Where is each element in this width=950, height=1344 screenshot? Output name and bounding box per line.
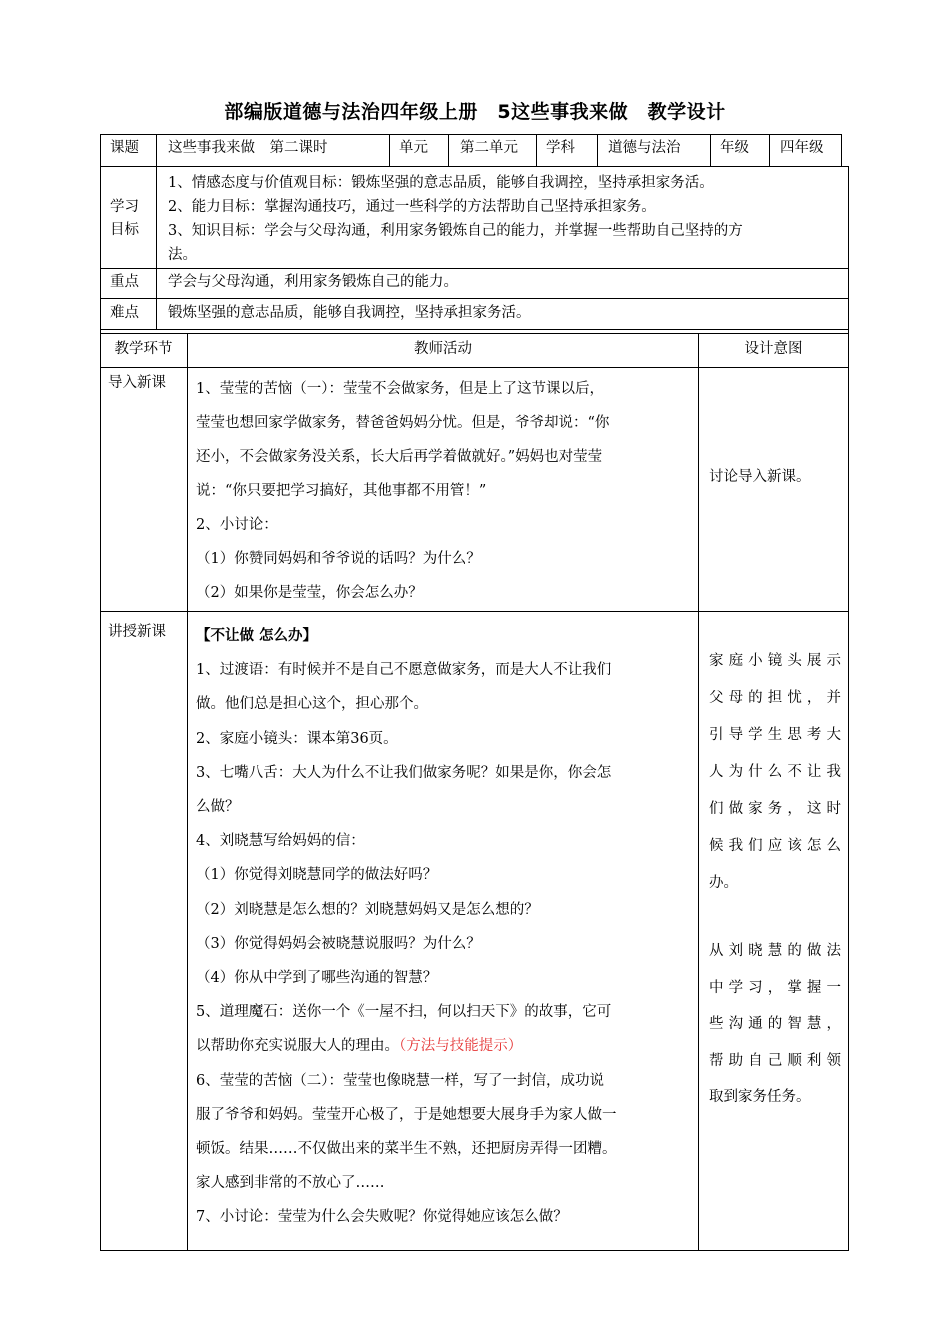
objectives-label	[110, 196, 139, 242]
border	[100, 268, 849, 269]
intro-intent: 讨论导入新课。	[709, 469, 811, 485]
intent-line: 取到家务任务。	[709, 1089, 811, 1105]
intent-line: 些沟通的智慧，	[709, 1016, 841, 1032]
lesson-heading: 【不让做 怎么办】	[196, 627, 318, 644]
activity-line: 顿饭。结果……不仅做出来的菜半生不熟，还把厨房弄得一团糟。	[196, 1141, 617, 1158]
border	[100, 367, 849, 368]
activity-line: （1）你觉得刘晓慧同学的做法好吗？	[196, 867, 438, 884]
intent-line: 引导学生思考大	[709, 727, 841, 743]
border	[769, 134, 770, 167]
activity-line	[196, 1029, 617, 1063]
column-header-intent: 设计意图	[744, 341, 803, 357]
intent-line: 从刘晓慧的做法	[709, 943, 841, 959]
lesson-activities	[196, 619, 617, 1235]
objective-line: 2、能力目标：掌握沟通技巧，通过一些科学的方法帮助自己坚持承担家务。	[168, 199, 656, 215]
lesson-intent-b	[709, 933, 841, 1116]
border	[597, 134, 598, 167]
intro-activities	[196, 372, 609, 610]
activity-line: （3）你觉得妈妈会被晓慧说服吗？为什么？	[196, 935, 481, 952]
border	[389, 134, 390, 167]
intent-line: 人为什么不让我	[709, 764, 841, 780]
activity-line: 做。他们总是担心这个，担心那个。	[196, 696, 428, 713]
method-hint: （方法与技能提示）	[399, 1038, 523, 1055]
border	[100, 166, 849, 167]
border	[698, 333, 699, 1251]
difficulty-value: 锻炼坚强的意志品质，能够自我调控，坚持承担家务活。	[168, 305, 531, 321]
objective-line: 法。	[168, 247, 197, 263]
intent-line: 父母的担忧，并	[709, 690, 841, 706]
activity-line: 1、莹莹的苦恼（一）：莹莹不会做家务，但是上了这节课以后，	[196, 381, 604, 397]
unit-label: 单元	[399, 140, 428, 156]
border	[156, 134, 157, 167]
activity-line: （2）如果你是莹莹，你会怎么办？	[196, 585, 423, 601]
border	[100, 1250, 849, 1251]
intent-line: 家庭小镜头展示	[709, 653, 841, 669]
activity-text: 以帮助你充实说服大人的理由。	[196, 1038, 399, 1055]
intent-line: 们做家务，这时	[709, 801, 841, 817]
activity-line: 莹莹也想回家学做家务，替爸爸妈妈分忧。但是，爷爷却说：“你	[196, 415, 610, 431]
border	[100, 298, 849, 299]
border	[100, 134, 101, 1251]
border	[100, 333, 849, 334]
border	[100, 134, 842, 135]
activity-line: （2）刘晓慧是怎么想的？刘晓慧妈妈又是怎么想的？	[196, 901, 539, 918]
intent-line: 候我们应该怎么	[709, 838, 841, 854]
border	[156, 166, 157, 330]
activity-line: 么做？	[196, 799, 240, 816]
key-point-label: 重点	[110, 274, 139, 290]
activity-line: 6、莹莹的苦恼（二）：莹莹也像晓慧一样，写了一封信，成功说	[196, 1072, 604, 1089]
activity-line: 家人感到非常的不放心了……	[196, 1175, 385, 1192]
border	[187, 333, 188, 1251]
border	[841, 134, 842, 167]
activity-line: 还小，不会做家务没关系，长大后再学着做就好。”妈妈也对莹莹	[196, 449, 603, 465]
activity-line: 说：“你只要把学习搞好，其他事都不用管！”	[196, 483, 487, 499]
column-header-stage: 教学环节	[114, 341, 173, 357]
grade-value: 四年级	[780, 140, 824, 156]
activity-line: （1）你赞同妈妈和爷爷说的话吗？为什么？	[196, 551, 481, 567]
activity-line: 5、道理魔石：送你一个《一屋不扫，何以扫天下》的故事，它可	[196, 1004, 612, 1021]
grade-label: 年级	[720, 140, 749, 156]
intent-line: 中学习，掌握一	[709, 979, 841, 996]
border	[710, 134, 711, 167]
subject-value: 道德与法治	[608, 140, 681, 156]
activity-line: 服了爷爷和妈妈。莹莹开心极了，于是她想要大展身手为家人做一	[196, 1106, 617, 1123]
border	[536, 134, 537, 167]
activity-line: 1、过渡语：有时候并不是自己不愿意做家务，而是大人不让我们	[196, 662, 612, 679]
activity-line: 7、小讨论：莹莹为什么会失败呢？你觉得她应该怎么做？	[196, 1209, 568, 1226]
activity-line: （4）你从中学到了哪些沟通的智慧？	[196, 970, 438, 987]
lesson-stage: 讲授新课	[108, 624, 166, 640]
intro-stage: 导入新课	[108, 375, 166, 391]
intent-line: 办。	[709, 875, 738, 891]
lesson-intent-a	[709, 643, 841, 902]
objectives-text	[168, 171, 743, 267]
intent-line: 帮助自己顺利领	[709, 1052, 841, 1069]
column-header-teacher: 教师活动	[414, 341, 472, 357]
document-title: 部编版道德与法治四年级上册 5这些事我来做 教学设计	[224, 101, 726, 123]
border	[848, 166, 849, 1251]
unit-value: 第二单元	[460, 140, 518, 156]
activity-line: 2、小讨论：	[196, 517, 278, 533]
key-point-value: 学会与父母沟通，利用家务锻炼自己的能力。	[168, 274, 458, 290]
objectives-label-line: 学习	[110, 199, 139, 215]
objectives-label-line: 目标	[110, 222, 139, 238]
activity-line: 4、刘晓慧写给妈妈的信：	[196, 833, 365, 850]
objective-line: 1、情感态度与价值观目标：锻炼坚强的意志品质，能够自我调控，坚持承担家务活。	[168, 175, 714, 191]
difficulty-label: 难点	[110, 305, 139, 321]
activity-line: 3、七嘴八舌：大人为什么不让我们做家务呢？如果是你，你会怎	[196, 764, 612, 781]
topic-label: 课题	[110, 140, 139, 156]
border	[448, 134, 449, 167]
topic-value: 这些事我来做 第二课时	[168, 140, 328, 156]
border	[100, 611, 849, 612]
subject-label: 学科	[546, 140, 575, 156]
activity-line: 2、家庭小镜头：课本第36页。	[196, 730, 398, 747]
objective-line: 3、知识目标：学会与父母沟通，利用家务锻炼自己的能力，并掌握一些帮助自己坚持的方	[168, 223, 743, 239]
border	[100, 329, 849, 330]
